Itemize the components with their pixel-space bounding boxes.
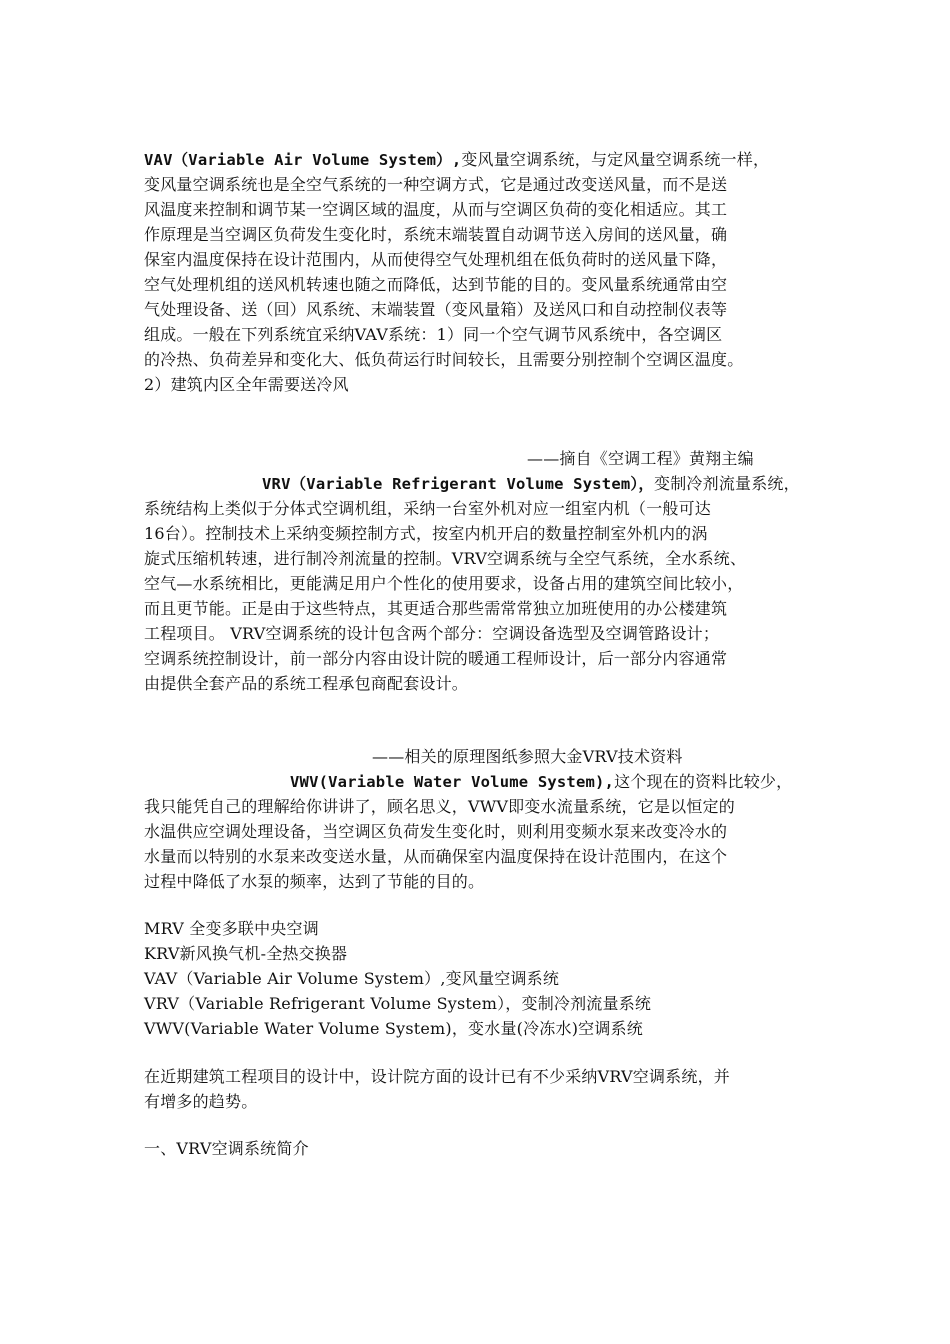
section-heading: 一、VRV空调系统简介 <box>144 1139 309 1158</box>
vav-para-line-1 <box>144 148 769 172</box>
vwv-para-line-2: 我只能凭自己的理解给你讲讲了，顾名思义，VWV即变水流量系统，它是以恒定的 <box>144 797 735 816</box>
vwv-para-line-5: 过程中降低了水泵的频率，达到了节能的目的。 <box>144 872 485 891</box>
vwv-para-line-3: 水温供应空调处理设备，当空调区负荷发生变化时，则利用变频水泵来改变冷水的 <box>144 822 728 841</box>
vav-para-line-9: 的冷热、负荷差异和变化大、低负荷运行时间较长，且需要分别控制个空调区温度。 <box>144 350 744 369</box>
vwv-term-bold: VWV(Variable Water Volume System), <box>290 773 615 791</box>
vav-para-line-4: 作原理是当空调区负荷发生变化时，系统末端装置自动调节送入房间的送风量，确 <box>144 225 728 244</box>
vrv-para-line-3: 16台）。控制技术上采纳变频控制方式，按室内机开启的数量控制室外机内的涡 <box>144 524 708 543</box>
vav-para-line-7: 气处理设备、送（回）风系统、末端装置（变风量箱）及送风口和自动控制仪表等 <box>144 300 728 319</box>
vrv-para-line-9: 由提供全套产品的系统工程承包商配套设计。 <box>144 674 469 693</box>
vav-para-line-6: 空气处理机组的送风机转速也随之而降低，达到节能的目的。变风量系统通常由空 <box>144 275 728 294</box>
vwv-para-line-1 <box>290 770 792 794</box>
vrv-para-line-1 <box>262 472 800 496</box>
vav-para-line-10: 2）建筑内区全年需要送冷风 <box>144 375 349 394</box>
trend-para-line-1: 在近期建筑工程项目的设计中，设计院方面的设计已有不少采纳VRV空调系统，并 <box>144 1067 730 1086</box>
vav-para-text: 变风量空调系统，与定风量空调系统一样， <box>461 150 770 169</box>
vrv-para-line-8: 空调系统控制设计，前一部分内容由设计院的暖通工程师设计，后一部分内容通常 <box>144 649 728 668</box>
vav-term-bold: VAV（Variable Air Volume System）, <box>144 151 462 169</box>
list-item: KRV新风换气机-全热交换器 <box>144 944 348 963</box>
vav-para-line-3: 风温度来控制和调节某一空调区域的温度，从而与空调区负荷的变化相适应。其工 <box>144 200 728 219</box>
vrv-para-line-6: 而且更节能。正是由于这些特点，其更适合那些需常常独立加班使用的办公楼建筑 <box>144 599 728 618</box>
attribution-source-1: ——摘自《空调工程》黄翔主编 <box>527 449 754 468</box>
list-item: MRV 全变多联中央空调 <box>144 919 319 938</box>
vwv-para-line-4: 水量而以特别的水泵来改变送水量，从而确保室内温度保持在设计范围内，在这个 <box>144 847 728 866</box>
list-item: VWV(Variable Water Volume System)，变水量(冷冻水)空调系统 <box>144 1019 643 1038</box>
vav-para-line-8: 组成。一般在下列系统宜采纳VAV系统：1）同一个空气调节风系统中，各空调区 <box>144 325 723 344</box>
vrv-para-line-4: 旋式压缩机转速，进行制冷剂流量的控制。VRV空调系统与全空气系统，全水系统、 <box>144 549 747 568</box>
list-item: VRV（Variable Refrigerant Volume System），变制冷剂流量系统 <box>144 994 652 1013</box>
attribution-source-2: ——相关的原理图纸参照大金VRV技术资料 <box>372 747 683 766</box>
vrv-para-line-5: 空气—水系统相比，更能满足用户个性化的使用要求，设备占用的建筑空间比较小， <box>144 574 744 593</box>
vwv-para-text: 这个现在的资料比较少， <box>614 772 793 791</box>
vrv-para-line-7: 工程项目。 VRV空调系统的设计包含两个部分：空调设备选型及空调管路设计； <box>144 624 720 643</box>
list-item: VAV（Variable Air Volume System）,变风量空调系统 <box>144 969 560 988</box>
vav-para-line-2: 变风量空调系统也是全空气系统的一种空调方式，它是通过改变送风量，而不是送 <box>144 175 728 194</box>
trend-para-line-2: 有增多的趋势。 <box>144 1092 258 1111</box>
vav-para-line-5: 保室内温度保持在设计范围内，从而使得空气处理机组在低负荷时的送风量下降， <box>144 250 728 269</box>
vrv-term-bold: VRV（Variable Refrigerant Volume System）， <box>262 475 655 493</box>
vrv-para-line-2: 系统结构上类似于分体式空调机组，采纳一台室外机对应一组室内机（一般可达 <box>144 499 712 518</box>
vrv-para-text: 变制冷剂流量系统， <box>654 474 800 493</box>
